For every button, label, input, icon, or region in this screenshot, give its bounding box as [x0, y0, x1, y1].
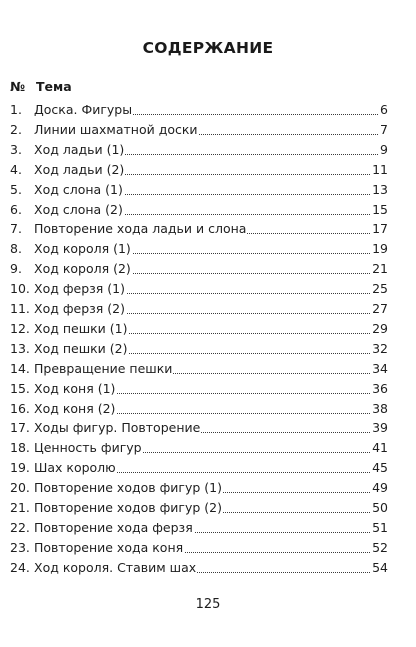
entry-page-number: 15	[371, 200, 388, 220]
entry-number: 22.	[10, 519, 30, 535]
entry-topic: Ход короля. Ставим шах	[34, 558, 197, 578]
entry-page-number: 54	[371, 558, 388, 578]
entry-page-number: 32	[371, 339, 388, 359]
entry-topic: Повторение хода коня	[34, 538, 184, 558]
toc-entry	[10, 100, 388, 120]
entry-topic: Ход короля (1)	[34, 239, 132, 259]
toc-entry	[10, 418, 388, 438]
toc-entry	[10, 538, 388, 558]
toc-entry	[10, 299, 388, 319]
entry-number: 15.	[10, 380, 30, 396]
entry-topic: Доска. Фигуры	[34, 100, 133, 120]
entry-page-number: 49	[371, 478, 388, 498]
entry-page-number: 45	[371, 458, 388, 478]
entry-number: 20.	[10, 480, 30, 496]
entry-topic: Линии шахматной доски	[34, 120, 199, 140]
entry-topic: Ход ферзя (1)	[34, 279, 126, 299]
toc-entry	[10, 379, 388, 399]
entry-topic: Ходы фигур. Повторение	[34, 418, 201, 438]
entry-number: 24.	[10, 559, 30, 575]
entry-topic: Ход ферзя (2)	[34, 299, 126, 319]
entry-topic: Ход короля (2)	[34, 259, 132, 279]
entry-topic: Повторение ходов фигур (2)	[34, 498, 223, 518]
entry-page-number: 11	[371, 160, 388, 180]
entry-page-number: 50	[371, 498, 388, 518]
entry-number: 17.	[10, 420, 30, 436]
entry-number: 4.	[10, 161, 22, 177]
entry-number: 23.	[10, 539, 30, 555]
toc-entry	[10, 558, 388, 578]
entry-number: 6.	[10, 201, 22, 217]
toc-entry	[10, 518, 388, 538]
entry-number: 21.	[10, 500, 30, 515]
toc-entry	[10, 438, 388, 458]
entry-number: 16.	[10, 400, 30, 416]
entry-number: 12.	[10, 320, 30, 336]
toc-entry	[10, 200, 388, 220]
toc-entry	[10, 498, 388, 518]
entry-page-number: 9	[379, 140, 388, 160]
entry-number: 19.	[10, 460, 30, 476]
entry-topic: Ход пешки (1)	[34, 319, 128, 339]
toc-entry	[10, 319, 388, 339]
entry-number: 1.	[10, 102, 22, 117]
entry-page-number: 36	[371, 379, 388, 399]
entry-topic: Ход коня (2)	[34, 399, 116, 419]
toc-entry	[10, 239, 388, 259]
entry-topic: Шах королю	[34, 458, 117, 478]
entry-topic: Ход коня (1)	[34, 379, 116, 399]
entry-page-number: 34	[371, 359, 388, 379]
toc-entry	[10, 359, 388, 379]
entry-number: 10.	[10, 281, 30, 297]
entry-page-number: 41	[371, 438, 388, 458]
entry-page-number: 39	[371, 418, 388, 438]
entry-page-number: 29	[371, 319, 388, 339]
entry-topic: Повторение хода ладьи и слона	[34, 219, 247, 239]
entry-topic: Ход ладьи (2)	[34, 160, 125, 180]
toc-entry	[10, 399, 388, 419]
entry-topic: Ход слона (2)	[34, 200, 124, 220]
entry-page-number: 7	[379, 120, 388, 140]
toc-entry	[10, 180, 388, 200]
toc-entry	[10, 120, 388, 140]
entry-number: 11.	[10, 301, 30, 316]
toc-entry	[10, 279, 388, 299]
entry-page-number: 13	[371, 180, 388, 200]
entry-number: 3.	[10, 141, 22, 157]
entry-number: 7.	[10, 221, 22, 237]
entry-page-number: 21	[371, 259, 388, 279]
entry-page-number: 25	[371, 279, 388, 299]
entry-page-number: 52	[371, 538, 388, 558]
entry-number: 13.	[10, 340, 30, 356]
entry-topic: Ценность фигур	[34, 438, 143, 458]
toc-entry	[10, 219, 388, 239]
entry-page-number: 51	[371, 518, 388, 538]
entry-page-number: 17	[371, 219, 388, 239]
toc-entry	[10, 339, 388, 359]
toc-entry	[10, 259, 388, 279]
entry-topic: Повторение хода ферзя	[34, 518, 194, 538]
entry-topic: Повторение ходов фигур (1)	[34, 478, 223, 498]
entry-number: 18.	[10, 440, 30, 456]
entry-topic: Ход пешки (2)	[34, 339, 128, 359]
toc-entry	[10, 160, 388, 180]
entry-topic: Ход ладьи (1)	[34, 140, 125, 160]
toc-entry	[10, 458, 388, 478]
entry-page-number: 38	[371, 399, 388, 419]
entry-number: 2.	[10, 121, 22, 137]
page-number: 125	[195, 597, 221, 612]
entry-number: 8.	[10, 241, 22, 257]
header-topic-label: Тема	[36, 79, 72, 94]
entry-number: 5.	[10, 181, 22, 197]
entry-page-number: 6	[379, 100, 388, 120]
entry-topic: Ход слона (1)	[34, 180, 124, 200]
header-number-label: №	[10, 79, 26, 94]
page-title: СОДЕРЖАНИЕ	[142, 39, 274, 57]
toc-entry	[10, 140, 388, 160]
entry-page-number: 27	[371, 299, 388, 319]
entry-number: 9.	[10, 261, 22, 277]
entry-number: 14.	[10, 360, 30, 376]
entry-page-number: 19	[371, 239, 388, 259]
entry-topic: Превращение пешки	[34, 359, 173, 379]
toc-entry	[10, 478, 388, 498]
